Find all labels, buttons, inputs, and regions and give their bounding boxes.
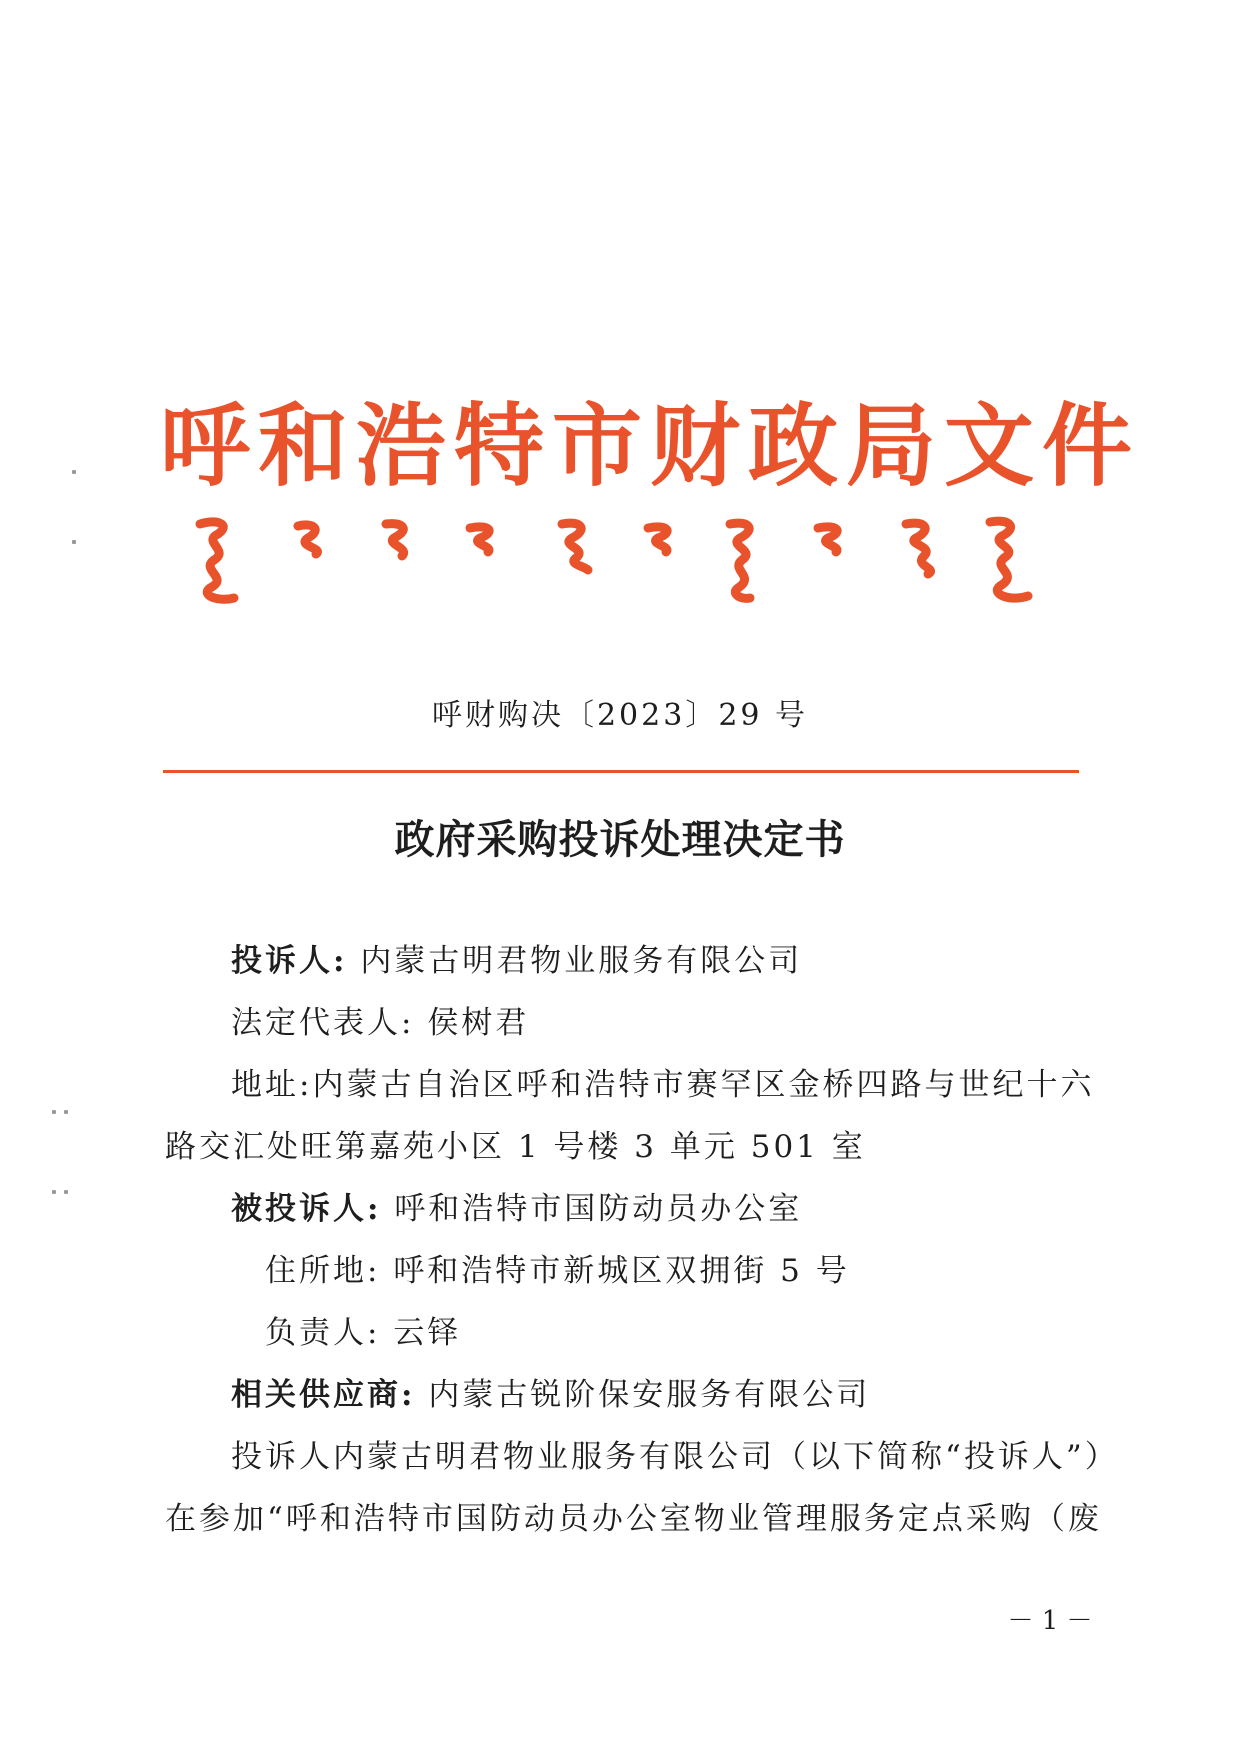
scan-margin-marks (50, 460, 90, 1220)
residence-label: 住所地: (265, 1253, 381, 1289)
legal-representative-line (165, 992, 1077, 1054)
scan-speck (72, 470, 76, 474)
paragraph-line-2: 在参加“呼和浩特市国防动员办公室物业管理服务定点采购（废 (165, 1501, 1102, 1537)
document-number: 呼财购决〔2023〕29 号 (431, 698, 809, 733)
scan-speck (52, 1110, 56, 1114)
legal-representative-label: 法定代表人: (231, 1005, 415, 1041)
mongolian-script-graphic (190, 516, 1050, 606)
address-value-line1: 内蒙古自治区呼和浩特市赛罕区金桥四路与世纪十六 (312, 1067, 1095, 1103)
complainant-label: 投诉人: (231, 943, 348, 979)
principal-value: 云铎 (393, 1315, 462, 1351)
page-number: － 1 － (1007, 1606, 1093, 1636)
principal-label: 负责人: (265, 1315, 381, 1351)
complainant-value: 内蒙古明君物业服务有限公司 (360, 943, 803, 979)
address-label: 地址: (231, 1067, 313, 1103)
address-line (165, 1054, 1095, 1116)
scan-speck (64, 1190, 68, 1194)
residence-line (165, 1240, 1077, 1302)
address-continuation-line: 路交汇处旺第嘉苑小区 1 号楼 3 单元 501 室 (165, 1129, 866, 1165)
document-title: 政府采购投诉处理决定书 (394, 816, 846, 863)
legal-representative-value: 侯树君 (427, 1005, 530, 1041)
related-supplier-value: 内蒙古锐阶保安服务有限公司 (428, 1377, 871, 1413)
masthead-mongolian-script (190, 516, 1050, 606)
residence-value: 呼和浩特市新城区双拥街 5 号 (393, 1253, 850, 1289)
scan-speck (72, 540, 76, 544)
scan-speck (52, 1190, 56, 1194)
paragraph-line-1: 投诉人内蒙古明君物业服务有限公司（以下简称“投诉人”） (231, 1439, 1119, 1475)
masthead-title: 呼和浩特市财政局文件 (160, 393, 1140, 499)
respondent-value: 呼和浩特市国防动员办公室 (394, 1191, 803, 1227)
related-supplier-label: 相关供应商: (231, 1377, 416, 1413)
scan-speck (64, 1110, 68, 1114)
document-body (165, 930, 1119, 1550)
complainant-line (165, 930, 1077, 992)
respondent-line (165, 1178, 1077, 1240)
related-supplier-line (165, 1364, 1077, 1426)
red-divider-line (163, 770, 1079, 773)
respondent-label: 被投诉人: (231, 1191, 382, 1227)
principal-line (165, 1302, 1077, 1364)
